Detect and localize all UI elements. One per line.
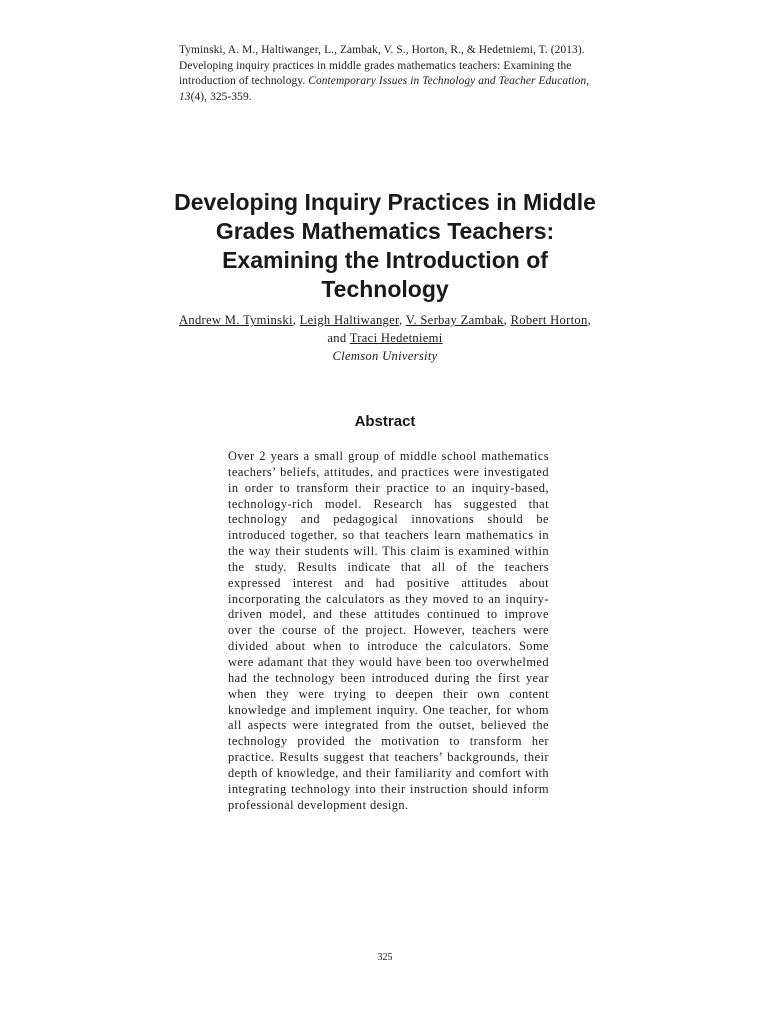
paper-title: Developing Inquiry Practices in Middle Grades Mathematics Teachers: Examining the Introduction of Technology — [174, 189, 596, 302]
citation: Tyminski, A. M., Haltiwanger, L., Zambak, V. S., Horton, R., & Hedetniemi, T. (2013). Developing inquiry practices in middle grades mathematics teachers: Examining the introduction of technology. Contemporary Issues in Technology and Teacher Education, 13(4), 325-359. — [179, 44, 590, 103]
affiliation: Clemson University — [332, 349, 438, 363]
page-number: 325 — [377, 952, 393, 963]
author-link-zambak[interactable]: V. Serbay Zambak — [405, 313, 504, 327]
author-link-hedetniemi[interactable]: Traci Hedetniemi — [349, 331, 443, 345]
abstract-text: Over 2 years a small group of middle school mathematics teachers’ beliefs, attitudes, and practices were investigated in order to transform their practice to an inquiry-based, technology-rich model. Research has suggested that technology and pedagogical innovations should be introduced together, so that teachers learn mathematics in the way their students will. This claim is examined within the study. Results indicate that all of the teachers expressed interest and had positive attitudes about incorporating the calculators as they moved to an inquiry-driven model, and these attitudes continued to improve over the course of the project. However, teachers were divided about when to introduce the calculators. Some were adamant that they would have been too overwhelmed had the technology been introduced during the first year when they were trying to deepen their own content knowledge and implement inquiry. One teacher, for whom all aspects were integrated from the outset, believed the technology provided the motivation to transform her practice. Results suggest that teachers’ backgrounds, their depth of knowledge, and their familiarity and comfort with integrating technology into their instruction should inform professional development design. — [228, 449, 549, 812]
abstract-heading: Abstract — [354, 413, 416, 430]
citation-volume: 13 — [179, 90, 191, 103]
author-conjunction: and — [327, 331, 347, 345]
author-block: Andrew M. Tyminski, Leigh Haltiwanger, V. Serbay Zambak, Robert Horton, and Traci Hedetniemi Clemson University — [178, 313, 592, 363]
author-link-horton[interactable]: Robert Horton — [510, 313, 588, 327]
citation-journal: Contemporary Issues in Technology and Teacher Education — [308, 75, 587, 87]
citation-issue-pages: (4), 325-359. — [190, 90, 252, 103]
citation-authors: Tyminski, A. M., Haltiwanger, L., Zambak, V. S., Horton, R., & Hedetniemi, T. (2013). Developing inquiry practices in middle grades mathematics teachers: Examining the introduction of technology. — [179, 44, 585, 87]
author-link-haltiwanger[interactable]: Leigh Haltiwanger — [299, 313, 400, 327]
author-link-tyminski[interactable]: Andrew M. Tyminski — [178, 313, 293, 327]
